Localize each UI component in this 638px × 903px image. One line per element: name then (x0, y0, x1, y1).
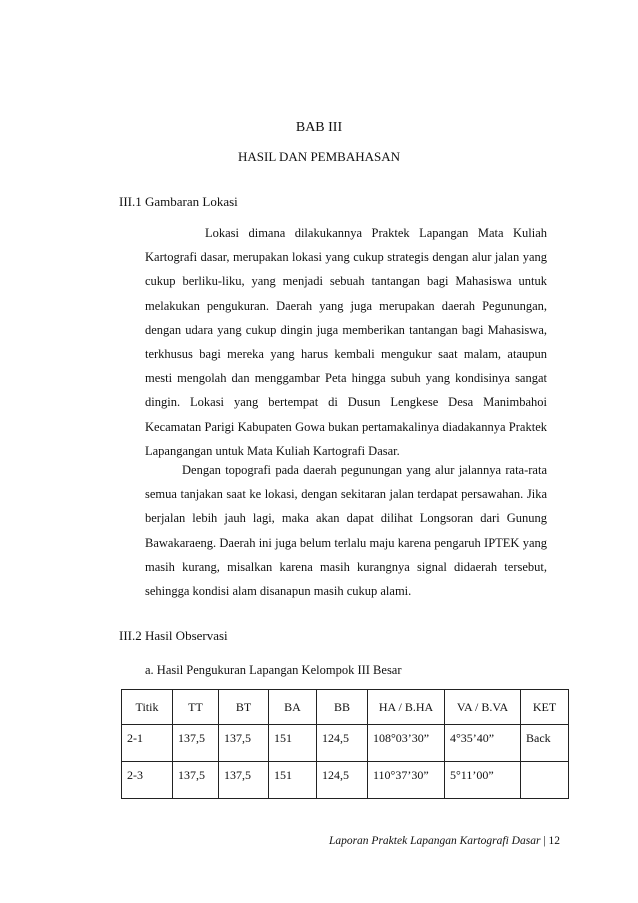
subsection-heading: a. Hasil Pengukuran Lapangan Kelompok III Besar (145, 663, 402, 677)
measurement-table (121, 689, 569, 799)
table-cell (521, 762, 569, 799)
chapter-number: BAB III (295, 120, 343, 135)
table-cell: 124,5 (317, 762, 368, 799)
section-heading-2: III.2 Hasil Observasi (119, 628, 228, 643)
table-row (122, 762, 569, 799)
table-cell: 137,5 (219, 725, 269, 762)
section-heading-1: III.1 Gambaran Lokasi (119, 194, 238, 209)
footer-title: Laporan Praktek Lapangan Kartografi Dasar (328, 835, 541, 847)
table-cell: Back (521, 725, 569, 762)
chapter-title: HASIL DAN PEMBAHASAN (237, 149, 401, 164)
header-cell: TT (173, 690, 219, 725)
table-header-row (122, 690, 569, 725)
table-cell: 151 (269, 725, 317, 762)
table-cell: 137,5 (219, 762, 269, 799)
table-cell: 5°11’00” (445, 762, 521, 799)
header-cell: BA (269, 690, 317, 725)
table-cell: 4°35’40” (445, 725, 521, 762)
table-cell: 124,5 (317, 725, 368, 762)
table-cell: 110°37’30” (368, 762, 445, 799)
paragraph-1 (145, 221, 547, 463)
page-number: | 12 (543, 835, 560, 847)
paragraph-1-text: Lokasi dimana dilakukannya Praktek Lapangan Mata Kuliah Kartografi dasar, merupakan lokasi yang cukup strategis dengan alur jalan yang cukup berliku-liku, yang menjadi sebuah tantangan bagi Mahasiswa untuk melakukan pengukuran. Daerah yang juga merupakan daerah Pegunungan, dengan udara yang cukup dingin juga memberikan tantangan bagi Mahasiswa, terkhusus bagi mereka yang harus kembali mengukur saat malam, ataupun mesti mengolah dan menggambar Peta hingga subuh yang kondisinya sangat dingin. Lokasi yang bertempat di Dusun Lengkese Desa Manimbahoi Kecamatan Parigi Kabupaten Gowa bukan pertamakalinya diadakannya Praktek Lapangangan untuk Mata Kuliah Kartografi Dasar. (145, 226, 547, 458)
header-cell: VA / B.VA (445, 690, 521, 725)
header-cell: KET (521, 690, 569, 725)
header-cell: BT (219, 690, 269, 725)
table-cell: 2-3 (122, 762, 173, 799)
header-cell: Titik (122, 690, 173, 725)
table-cell: 108°03’30” (368, 725, 445, 762)
paragraph-2-text: Dengan topografi pada daerah pegunungan yang alur jalannya rata-rata semua tanjakan saat ke lokasi, dengan sekitaran jalan terdapat persawahan. Jika berjalan lebih jauh lagi, maka akan dapat dilihat Longsoran dari Gunung Bawakaraeng. Daerah ini juga belum terlalu maju karena pengaruh IPTEK yang masih kurang, misalkan karena masih kurangnya signal didaerah tersebut, sehingga kondisi alam disanapun masih cukup alami. (145, 463, 547, 599)
table-cell: 137,5 (173, 762, 219, 799)
table-cell: 137,5 (173, 725, 219, 762)
table-row (122, 725, 569, 762)
paragraph-2 (145, 458, 547, 603)
page-footer (329, 835, 560, 847)
table-cell: 2-1 (122, 725, 173, 762)
header-cell: HA / B.HA (368, 690, 445, 725)
header-cell: BB (317, 690, 368, 725)
table-cell: 151 (269, 762, 317, 799)
